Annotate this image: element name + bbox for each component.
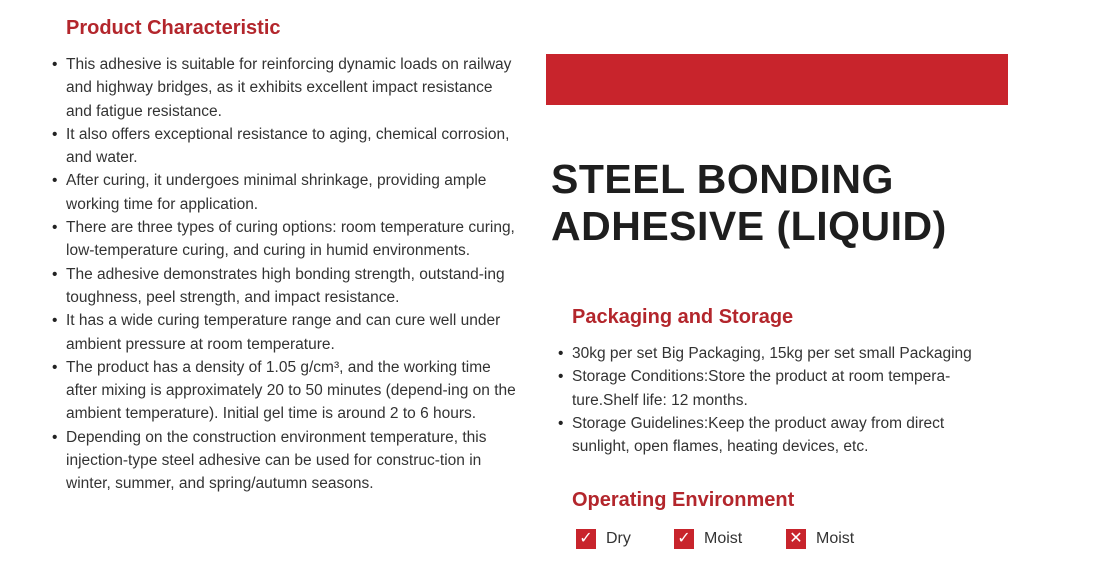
list-item: • The product has a density of 1.05 g/cm³, and the working time after mixing is approximately 20 to 50 minutes (depend-ing on the ambient temperature). Initial gel time is around 2 to 6 hours. [52, 356, 522, 426]
cross-icon: ✕ [786, 529, 806, 549]
env-option-moist-excluded [786, 528, 854, 550]
list-item: • It has a wide curing temperature range and can cure well under ambient pressure at room temperature. [52, 309, 522, 356]
list-item: • It also offers exceptional resistance to aging, chemical corrosion, and water. [52, 123, 522, 170]
operating-environment-heading: Operating Environment [572, 489, 795, 511]
packaging-storage-heading: Packaging and Storage [572, 306, 794, 328]
list-item: • Depending on the construction environment temperature, this injection-type steel adhesive can be used for construc-tion in winter, summer, and spring/autumn seasons. [52, 426, 522, 496]
red-banner [546, 54, 1008, 105]
env-option-dry [576, 528, 631, 550]
list-item: • There are three types of curing options: room temperature curing, low-temperature curing, and curing in humid environments. [52, 216, 522, 263]
list-item: • This adhesive is suitable for reinforcing dynamic loads on railway and highway bridges, as it exhibits excellent impact resistance and fatigue resistance. [52, 53, 522, 123]
check-icon: ✓ [674, 529, 694, 549]
list-item: • After curing, it undergoes minimal shrinkage, providing ample working time for application. [52, 169, 522, 216]
product-title-line1: STEEL BONDING [551, 156, 894, 202]
list-item: • The adhesive demonstrates high bonding strength, outstand-ing toughness, peel strength, and impact resistance. [52, 263, 522, 310]
list-item: • Storage Conditions:Store the product at room tempera-ture.Shelf life: 12 months. [558, 365, 988, 412]
check-icon: ✓ [576, 529, 596, 549]
env-option-label: Moist [704, 530, 743, 547]
env-option-label: Dry [606, 530, 631, 547]
product-title [551, 156, 947, 250]
product-characteristic-heading: Product Characteristic [66, 17, 281, 39]
packaging-storage-list [558, 342, 988, 458]
product-title-line2: ADHESIVE (LIQUID) [551, 203, 947, 249]
env-option-moist [674, 528, 742, 550]
product-characteristic-list [52, 53, 522, 496]
list-item: • Storage Guidelines:Keep the product away from direct sunlight, open flames, heating devices, etc. [558, 412, 988, 459]
list-item: • 30kg per set Big Packaging, 15kg per set small Packaging [558, 342, 988, 365]
env-option-label: Moist [816, 530, 855, 547]
